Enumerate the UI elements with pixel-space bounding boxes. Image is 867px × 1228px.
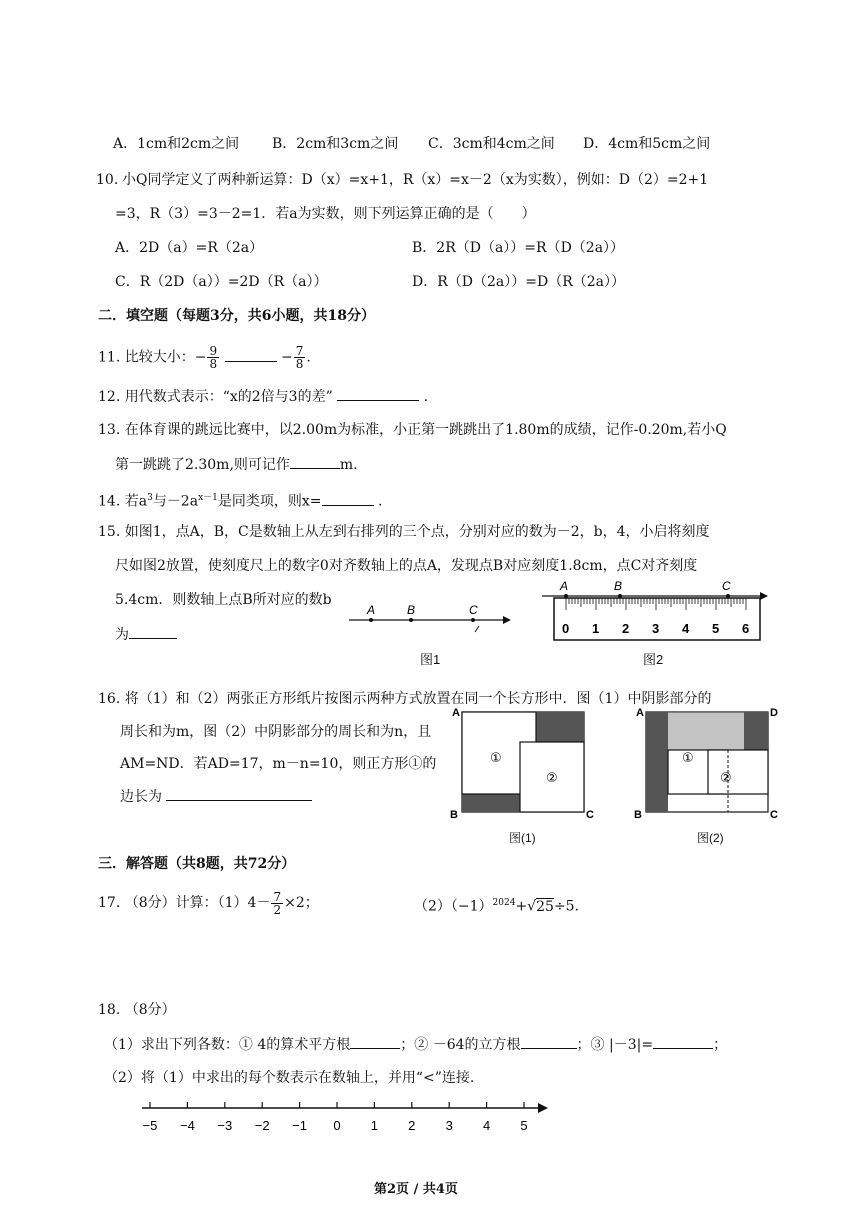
q17-part1-post: ×2； xyxy=(284,895,319,911)
axis-label: 3 xyxy=(445,1118,453,1133)
axis-label: 2 xyxy=(408,1118,416,1133)
fig1-c: C xyxy=(586,809,594,821)
ruler-number: 0 xyxy=(562,621,570,636)
q16-number: 16. xyxy=(98,691,121,707)
q16-line1-wrap xyxy=(98,689,711,709)
q11-end: . xyxy=(306,349,311,366)
ruler-number: 1 xyxy=(592,621,600,636)
q11-den1: 8 xyxy=(209,357,218,371)
ruler-number: 6 xyxy=(742,621,750,636)
q11-text: 比较大小：− xyxy=(124,349,207,366)
ruler-number: 4 xyxy=(682,621,690,636)
q16-figure2 xyxy=(632,704,782,824)
q11-num1: 9 xyxy=(209,344,218,358)
q14-sup2: x－1 xyxy=(198,493,218,503)
q13-number: 13. xyxy=(98,422,121,438)
q13-answer-blank[interactable] xyxy=(290,454,340,469)
fig2-square-2 xyxy=(708,750,768,794)
axis-label: −3 xyxy=(217,1118,233,1133)
q18-sub1-mid2: ；③ |－3|= xyxy=(576,1037,654,1053)
q16-line2: 周长和为m，图（2）中阴影部分的周长和为n，且 xyxy=(120,724,432,740)
q11-answer-blank[interactable] xyxy=(225,347,277,362)
q11-fraction-2 xyxy=(294,345,306,370)
q17-fraction xyxy=(271,891,283,916)
q10-option-b: B．2R（D（a））=R（D（2a）） xyxy=(412,240,625,256)
q18-axis-labels xyxy=(143,1118,528,1133)
q10-option-d: D．R（D（2a））=D（R（2a）） xyxy=(412,274,625,290)
q12 xyxy=(98,386,428,407)
q15-line4-wrap xyxy=(115,624,177,645)
section3-heading: 三．解答题（共8题，共72分） xyxy=(98,856,296,872)
fig1-label-b: B xyxy=(407,603,416,617)
q14-mid: 与－2a xyxy=(152,493,199,510)
q14-answer-blank[interactable] xyxy=(322,491,374,506)
fig2-shade-left xyxy=(646,712,668,812)
q13-line1: 在体育课的跳远比赛中，以2.00m为标准，小正第一跳跳出了1.80m的成绩，记作-0.20m,若小Q xyxy=(124,422,727,438)
fig2-circle1: ① xyxy=(682,750,694,765)
q15-line1-wrap xyxy=(98,522,710,542)
q18-blank-3[interactable] xyxy=(653,1034,713,1049)
fig1-label-c: C xyxy=(469,603,478,617)
fig1-a: A xyxy=(452,707,460,719)
q18-head xyxy=(98,1000,176,1020)
q10-line2: =3，R（3）=3－2=1．若a为实数，则下列运算正确的是（ ） xyxy=(115,206,536,222)
q11-fraction-1 xyxy=(207,345,219,370)
q14-post: 是同类项，则x= xyxy=(217,493,322,510)
q18-number: 18. xyxy=(98,1002,121,1018)
q14 xyxy=(98,488,382,512)
q16-line3: AM=ND．若AD=17，m－n=10，则正方形①的 xyxy=(120,756,437,772)
q10-number: 10. xyxy=(96,172,119,188)
q12-answer-blank[interactable] xyxy=(337,386,419,401)
q17-part2-mid: +√ xyxy=(515,898,537,915)
q14-pre: 若a xyxy=(124,493,148,510)
fig1-shade-top-right xyxy=(536,712,584,742)
q15-line4: 为 xyxy=(115,627,129,643)
q17-part2-pre: （2）（−1） xyxy=(414,898,493,915)
q17-part2-post: ÷5. xyxy=(553,898,580,915)
fig2-d: D xyxy=(770,707,778,719)
q10-option-a: A．2D（a）=R（2a） xyxy=(115,240,264,256)
q17-num: 7 xyxy=(273,889,282,904)
q15-answer-blank[interactable] xyxy=(129,624,177,639)
ruler-number: 5 xyxy=(712,621,720,636)
axis-label: −5 xyxy=(142,1118,158,1133)
fig2-c: C xyxy=(770,809,778,821)
section2-heading: 二．填空题（每题3分，共6小题，共18分） xyxy=(98,308,375,324)
page-footer: 第2页 / 共4页 xyxy=(374,1182,458,1197)
axis-label: −1 xyxy=(292,1118,308,1133)
q17-exp: 2024 xyxy=(492,898,516,908)
q17-part2 xyxy=(414,893,579,917)
ruler-ticks xyxy=(566,598,746,610)
fig2-a: A xyxy=(636,707,644,719)
fig1-shade-bottom-left xyxy=(462,794,520,812)
q17 xyxy=(98,890,319,916)
q13-line2a: 第一跳跳了2.30m,则可记作 xyxy=(115,457,290,473)
q16-answer-blank[interactable] xyxy=(166,786,312,801)
q16-fig2-caption: 图(2) xyxy=(697,831,724,845)
q16-line4-wrap xyxy=(120,786,312,807)
q18-axis-ticks xyxy=(150,1102,524,1108)
fig2-shade-right xyxy=(744,712,768,750)
q14-number: 14. xyxy=(98,493,121,510)
q18-blank-2[interactable] xyxy=(521,1034,577,1049)
q17-part1-pre: （8分）计算：（1）4－ xyxy=(124,895,271,911)
fig1-circle2: ② xyxy=(546,770,558,785)
ruler-numbers xyxy=(562,621,749,636)
q17-radicand: 25 xyxy=(536,898,554,915)
q16-fig1-caption: 图(1) xyxy=(509,831,536,845)
q18-sub1-pre: （1）求出下列各数：① 4的算术平方根 xyxy=(104,1037,351,1053)
q15-figure2 xyxy=(540,578,770,644)
q15-line2: 尺如图2放置，使刻度尺上的数字0对齐数轴上的点A，发现点B对应刻度1.8cm，点C对齐刻度 xyxy=(115,558,698,574)
axis-label: 1 xyxy=(370,1118,379,1133)
q14-sup1: 3 xyxy=(147,493,153,503)
q18-score: （8分） xyxy=(124,1002,176,1018)
q15-line3: 5.4cm．则数轴上点B所对应的数b xyxy=(115,592,332,608)
q18-sub1 xyxy=(104,1034,727,1055)
fig2-circle2: ② xyxy=(720,770,732,785)
q18-number-line xyxy=(136,1094,556,1136)
q14-end: . xyxy=(377,493,383,510)
q11-number: 11. xyxy=(98,349,121,366)
fig1-b: B xyxy=(450,809,458,821)
q18-blank-1[interactable] xyxy=(350,1034,400,1049)
q13-line2b: m. xyxy=(339,457,358,473)
q13-line2-wrap xyxy=(115,454,358,475)
q15-number: 15. xyxy=(98,524,121,540)
q9-option-a: A．1cm和2cm之间 xyxy=(113,136,240,152)
q9-option-d: D．4cm和5cm之间 xyxy=(583,136,711,152)
q15-fig2-caption: 图2 xyxy=(643,652,664,667)
q9-option-b: B．2cm和3cm之间 xyxy=(272,136,399,152)
q13-line1-wrap xyxy=(98,420,727,440)
axis-label: 4 xyxy=(482,1118,491,1133)
fig1-circle1: ① xyxy=(490,750,502,765)
q16-line4: 边长为 xyxy=(120,789,162,805)
q11 xyxy=(98,345,311,370)
q11-minus2: − xyxy=(281,349,293,366)
ruler-number: 3 xyxy=(652,621,660,636)
q15-figure1 xyxy=(345,598,517,638)
q15-line1: 如图1，点A，B，C是数轴上从左到右排列的三个点，分别对应的数为－2，b，4，小启将刻度 xyxy=(124,524,710,540)
q10-option-c: C．R（2D（a））=2D（R（a）） xyxy=(115,274,328,290)
q18-sub2: （2）将（1）中求出的每个数表示在数轴上，并用“<”连接. xyxy=(104,1070,475,1086)
q10-line1: 小Q同学定义了两种新运算：D（x）=x+1，R（x）=x－2（x为实数），例如：D（2）=2+1 xyxy=(122,172,709,188)
axis-label: −4 xyxy=(179,1118,195,1133)
q11-den2: 8 xyxy=(295,357,304,371)
q15-fig1-caption: 图1 xyxy=(420,652,441,667)
q17-den: 2 xyxy=(273,902,282,917)
q12-end: . xyxy=(423,389,429,405)
fig2-b: B xyxy=(634,809,642,821)
q18-sub1-mid: ；② －64的立方根 xyxy=(400,1037,521,1053)
q12-text: 用代数式表示：“x的2倍与3的差” xyxy=(124,389,333,405)
fig1-label-a: A xyxy=(367,603,376,617)
q17-number: 17. xyxy=(98,895,121,911)
ruler-number: 2 xyxy=(622,621,630,636)
fig2-label-a: A xyxy=(560,579,569,593)
fig2-label-c: C xyxy=(722,579,731,593)
q16-figure1 xyxy=(448,704,598,824)
axis-label: −2 xyxy=(254,1118,270,1133)
fig2-label-b: B xyxy=(614,579,623,593)
q12-number: 12. xyxy=(98,389,121,405)
axis-label: 5 xyxy=(520,1118,528,1133)
q11-num2: 7 xyxy=(295,344,304,358)
q18-sub1-end: ； xyxy=(713,1037,728,1053)
q16-line1: 将（1）和（2）两张正方形纸片按图示两种方式放置在同一个长方形中．图（1）中阴影部分的 xyxy=(124,691,712,707)
q9-option-c: C．3cm和4cm之间 xyxy=(428,136,555,152)
axis-label: 0 xyxy=(333,1118,341,1133)
